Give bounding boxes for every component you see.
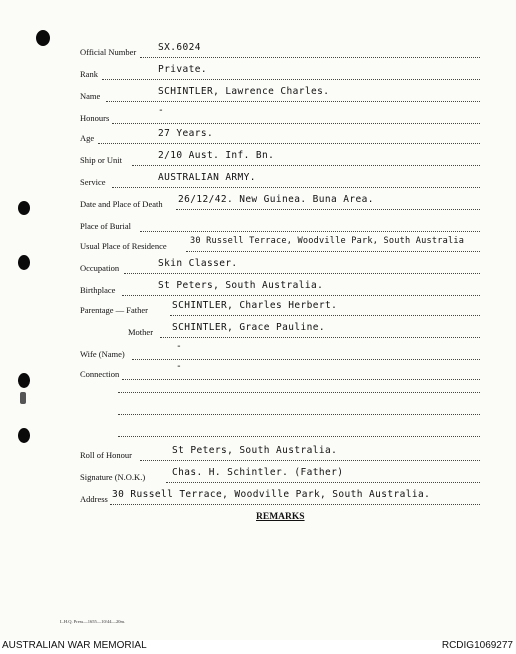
name-label: Name bbox=[80, 91, 101, 101]
footer-record-id: RCDIG1069277 bbox=[441, 640, 513, 651]
birthplace-value: St Peters, South Australia. bbox=[158, 280, 324, 291]
honours-line bbox=[112, 123, 480, 124]
blank-line-2 bbox=[118, 414, 480, 415]
mother-label: Mother bbox=[128, 327, 154, 337]
row-signature bbox=[0, 467, 516, 487]
birthplace-label: Birthplace bbox=[80, 285, 116, 295]
row-father bbox=[0, 300, 516, 320]
honours-label: Honours bbox=[80, 113, 110, 123]
address-value: 30 Russell Terrace, Woodville Park, South Australia. bbox=[112, 489, 431, 500]
remarks-heading: REMARKS bbox=[256, 512, 305, 522]
official-number-value: SX.6024 bbox=[158, 42, 201, 53]
father-value: SCHINTLER, Charles Herbert. bbox=[172, 300, 338, 311]
place-burial-line bbox=[140, 231, 480, 232]
signature-label: Signature (N.O.K.) bbox=[80, 472, 146, 482]
connection-line bbox=[122, 379, 480, 380]
row-ship-or-unit bbox=[0, 150, 516, 170]
father-label: Parentage — Father bbox=[80, 305, 148, 315]
date-place-death-value: 26/12/42. New Guinea. Buna Area. bbox=[178, 194, 374, 205]
row-mother bbox=[0, 322, 516, 342]
residence-label: Usual Place of Residence bbox=[80, 241, 167, 251]
residence-line bbox=[186, 251, 480, 252]
ship-or-unit-line bbox=[132, 165, 480, 166]
occupation-label: Occupation bbox=[80, 263, 120, 273]
row-wife bbox=[0, 341, 516, 364]
connection-label: Connection bbox=[80, 369, 120, 379]
date-place-death-label: Date and Place of Death bbox=[80, 199, 163, 209]
age-line bbox=[98, 143, 480, 144]
service-value: AUSTRALIAN ARMY. bbox=[158, 172, 256, 183]
printer-imprint: L.H.Q. Press—1655—10/44—20m. bbox=[60, 619, 126, 624]
date-place-death-line bbox=[176, 209, 480, 210]
row-residence bbox=[0, 236, 516, 256]
address-line bbox=[110, 504, 480, 505]
occupation-line bbox=[124, 273, 480, 274]
rank-label: Rank bbox=[80, 69, 98, 79]
mother-value: SCHINTLER, Grace Pauline. bbox=[172, 322, 325, 333]
row-name bbox=[0, 86, 516, 106]
row-place-burial bbox=[0, 216, 516, 236]
wife-value: - bbox=[176, 341, 183, 352]
rank-line bbox=[102, 79, 480, 80]
row-age bbox=[0, 128, 516, 148]
roll-of-honour-label: Roll of Honour bbox=[80, 450, 132, 460]
ship-or-unit-label: Ship or Unit bbox=[80, 155, 123, 165]
rank-value: Private. bbox=[158, 64, 207, 75]
ship-or-unit-value: 2/10 Aust. Inf. Bn. bbox=[158, 150, 275, 161]
residence-value: 30 Russell Terrace, Woodville Park, South Australia bbox=[190, 236, 465, 246]
row-birthplace bbox=[0, 280, 516, 300]
father-line bbox=[170, 315, 480, 316]
row-service bbox=[0, 172, 516, 192]
punch-hole-bottom bbox=[18, 428, 30, 443]
wife-label: Wife (Name) bbox=[80, 349, 125, 359]
age-label: Age bbox=[80, 133, 95, 143]
row-honours bbox=[0, 105, 516, 128]
signature-line bbox=[166, 482, 480, 483]
place-burial-label: Place of Burial bbox=[80, 221, 131, 231]
official-number-line bbox=[140, 57, 480, 58]
row-address bbox=[0, 489, 516, 509]
row-official-number bbox=[0, 42, 516, 62]
signature-value: Chas. H. Schintler. (Father) bbox=[172, 467, 344, 478]
row-rank bbox=[0, 64, 516, 84]
mother-line bbox=[160, 337, 480, 338]
name-line bbox=[106, 101, 480, 102]
row-roll-of-honour bbox=[0, 445, 516, 465]
age-value: 27 Years. bbox=[158, 128, 214, 139]
row-occupation bbox=[0, 258, 516, 278]
name-value: SCHINTLER, Lawrence Charles. bbox=[158, 86, 330, 97]
roll-of-honour-value: St Peters, South Australia. bbox=[172, 445, 338, 456]
address-label: Address bbox=[80, 494, 108, 504]
birthplace-line bbox=[122, 295, 480, 296]
footer-archive-name: AUSTRALIAN WAR MEMORIAL bbox=[2, 640, 147, 651]
connection-value: - bbox=[176, 361, 183, 372]
occupation-value: Skin Classer. bbox=[158, 258, 238, 269]
wife-line bbox=[132, 359, 480, 360]
blank-line-1 bbox=[118, 392, 480, 393]
blank-line-3 bbox=[118, 436, 480, 437]
official-number-label: Official Number bbox=[80, 47, 137, 57]
row-date-place-death bbox=[0, 194, 516, 214]
punch-hole-mark bbox=[20, 392, 26, 404]
row-connection bbox=[0, 361, 516, 384]
service-label: Service bbox=[80, 177, 106, 187]
service-line bbox=[112, 187, 480, 188]
honours-value: - bbox=[158, 105, 165, 116]
roll-of-honour-line bbox=[140, 460, 480, 461]
